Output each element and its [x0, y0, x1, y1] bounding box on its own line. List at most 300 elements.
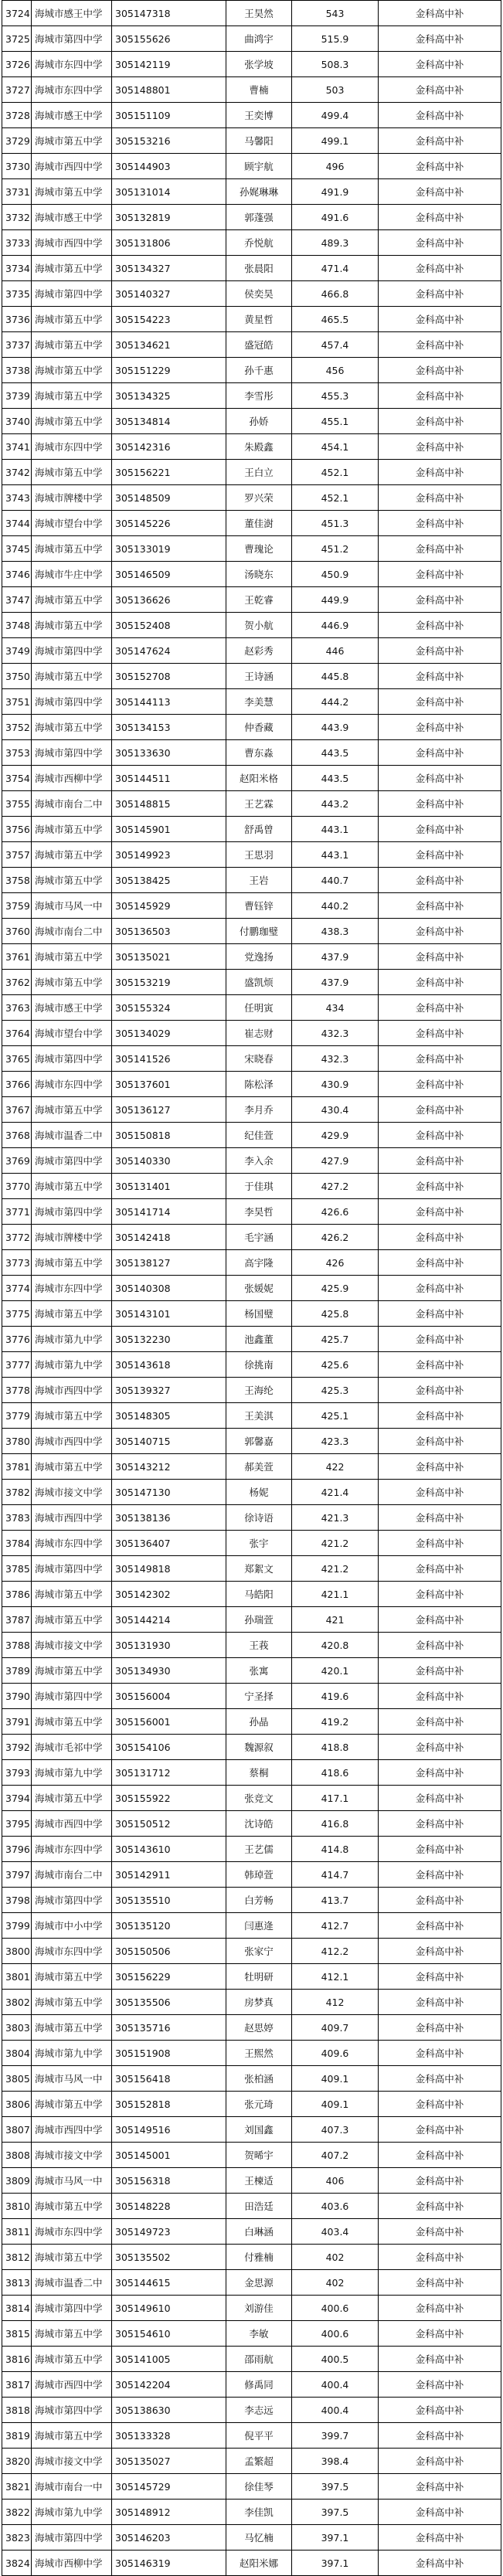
student-id: 305156418 — [112, 2066, 226, 2092]
admission-type: 金科高中补 — [379, 1888, 501, 1913]
table-row — [2, 536, 501, 562]
school-name: 海城市感王中学 — [32, 205, 112, 230]
admission-type: 金科高中补 — [379, 26, 501, 52]
row-number: 3813 — [2, 2270, 32, 2296]
row-number: 3760 — [2, 919, 32, 944]
student-name: 房梦真 — [226, 1990, 292, 2015]
school-name: 海城市第五中学 — [32, 1250, 112, 1276]
school-name: 海城市接文中学 — [32, 1480, 112, 1505]
student-name: 张柏涵 — [226, 2066, 292, 2092]
row-number: 3766 — [2, 1072, 32, 1097]
row-number: 3738 — [2, 358, 32, 383]
student-id: 305144615 — [112, 2270, 226, 2296]
school-name: 海城市第五中学 — [32, 1607, 112, 1633]
score: 543 — [292, 1, 379, 26]
student-name: 李志远 — [226, 2398, 292, 2423]
row-number: 3787 — [2, 1607, 32, 1633]
row-number: 3754 — [2, 766, 32, 791]
student-name: 王海纶 — [226, 1378, 292, 1403]
admission-type: 金科高中补 — [379, 2321, 501, 2347]
table-row — [2, 256, 501, 281]
table-row — [2, 1556, 501, 1582]
row-number: 3744 — [2, 511, 32, 536]
student-id: 305142204 — [112, 2372, 226, 2398]
admission-type: 金科高中补 — [379, 1684, 501, 1709]
row-number: 3761 — [2, 944, 32, 970]
student-id: 305138136 — [112, 1505, 226, 1531]
school-name: 海城市牛庄中学 — [32, 562, 112, 587]
student-id: 305145001 — [112, 2143, 226, 2168]
row-number: 3727 — [2, 77, 32, 103]
table-row — [2, 1072, 501, 1097]
row-number: 3750 — [2, 664, 32, 689]
student-name: 韩琸萱 — [226, 1862, 292, 1888]
row-number: 3818 — [2, 2398, 32, 2423]
school-name: 海城市第四中学 — [32, 2398, 112, 2423]
admission-type: 金科高中补 — [379, 1097, 501, 1123]
student-id: 305134327 — [112, 256, 226, 281]
row-number: 3791 — [2, 1709, 32, 1735]
table-row — [2, 409, 501, 434]
student-name: 徐挑南 — [226, 1352, 292, 1378]
score: 437.9 — [292, 944, 379, 970]
score: 421.4 — [292, 1480, 379, 1505]
student-name: 郝美萱 — [226, 1454, 292, 1480]
score: 499.1 — [292, 128, 379, 154]
student-id: 305131930 — [112, 1633, 226, 1658]
student-id: 305147318 — [112, 1, 226, 26]
score: 466.8 — [292, 281, 379, 307]
student-id: 305155626 — [112, 26, 226, 52]
table-row — [2, 613, 501, 638]
table-row — [2, 1148, 501, 1174]
student-id: 305142302 — [112, 1582, 226, 1607]
admission-type: 金科高中补 — [379, 1250, 501, 1276]
student-name: 任明寅 — [226, 995, 292, 1021]
table-row — [2, 2372, 501, 2398]
school-name: 海城市第五中学 — [32, 1964, 112, 1990]
school-name: 海城市牌楼中学 — [32, 485, 112, 511]
score: 400.6 — [292, 2296, 379, 2321]
score: 409.6 — [292, 2041, 379, 2066]
admission-type: 金科高中补 — [379, 1633, 501, 1658]
row-number: 3809 — [2, 2168, 32, 2194]
school-name: 海城市西四中学 — [32, 1505, 112, 1531]
student-name: 陈松泽 — [226, 1072, 292, 1097]
student-name: 刘游佳 — [226, 2296, 292, 2321]
table-row — [2, 944, 501, 970]
student-name: 孙千惠 — [226, 358, 292, 383]
student-id: 305144903 — [112, 154, 226, 179]
row-number: 3795 — [2, 1811, 32, 1837]
admission-type: 金科高中补 — [379, 2372, 501, 2398]
score: 443.1 — [292, 842, 379, 868]
student-name: 王诗涵 — [226, 664, 292, 689]
table-row — [2, 511, 501, 536]
row-number: 3729 — [2, 128, 32, 154]
table-row — [2, 868, 501, 893]
student-id: 305149516 — [112, 2117, 226, 2143]
school-name: 海城市西四中学 — [32, 1378, 112, 1403]
table-row — [2, 128, 501, 154]
admission-type: 金科高中补 — [379, 1276, 501, 1301]
admission-type: 金科高中补 — [379, 409, 501, 434]
school-name: 海城市第五中学 — [32, 536, 112, 562]
student-name: 马皓阳 — [226, 1582, 292, 1607]
score: 425.7 — [292, 1327, 379, 1352]
school-name: 海城市东四中学 — [32, 1072, 112, 1097]
student-id: 305152818 — [112, 2092, 226, 2117]
table-row — [2, 638, 501, 664]
student-name: 李昊哲 — [226, 1199, 292, 1225]
score: 402 — [292, 2270, 379, 2296]
student-id: 305145901 — [112, 817, 226, 842]
student-name: 张宇 — [226, 1531, 292, 1556]
table-row — [2, 715, 501, 740]
score: 412 — [292, 1990, 379, 2015]
student-id: 305131712 — [112, 1760, 226, 1786]
table-row — [2, 1505, 501, 1531]
school-name: 海城市第四中学 — [32, 1888, 112, 1913]
table-row — [2, 1276, 501, 1301]
row-number: 3763 — [2, 995, 32, 1021]
row-number: 3741 — [2, 434, 32, 460]
admission-type: 金科高中补 — [379, 1709, 501, 1735]
score: 407.2 — [292, 2143, 379, 2168]
row-number: 3793 — [2, 1760, 32, 1786]
school-name: 海城市第九中学 — [32, 2041, 112, 2066]
school-name: 海城市第四中学 — [32, 1556, 112, 1582]
row-number: 3812 — [2, 2245, 32, 2270]
student-id: 305154106 — [112, 1735, 226, 1760]
score: 413.7 — [292, 1888, 379, 1913]
admission-type: 金科高中补 — [379, 1199, 501, 1225]
student-name: 盛冠皓 — [226, 332, 292, 358]
student-name: 曹东淼 — [226, 740, 292, 766]
admission-type: 金科高中补 — [379, 2245, 501, 2270]
student-name: 宋晓春 — [226, 1046, 292, 1072]
student-name: 杨妮 — [226, 1480, 292, 1505]
row-number: 3800 — [2, 1939, 32, 1964]
row-number: 3771 — [2, 1199, 32, 1225]
table-row — [2, 434, 501, 460]
student-name: 顾宇航 — [226, 154, 292, 179]
school-name: 海城市东四中学 — [32, 1837, 112, 1862]
table-row — [2, 689, 501, 715]
student-name: 赵彩秀 — [226, 638, 292, 664]
school-name: 海城市温香二中 — [32, 2270, 112, 2296]
student-name: 郭蓬强 — [226, 205, 292, 230]
table-row — [2, 2092, 501, 2117]
admission-type: 金科高中补 — [379, 179, 501, 205]
score: 418.8 — [292, 1735, 379, 1760]
school-name: 海城市西柳中学 — [32, 766, 112, 791]
table-row — [2, 664, 501, 689]
table-row — [2, 1301, 501, 1327]
student-name: 盛凯烦 — [226, 970, 292, 995]
school-name: 海城市第四中学 — [32, 26, 112, 52]
table-row — [2, 2347, 501, 2372]
table-row — [2, 2474, 501, 2500]
row-number: 3758 — [2, 868, 32, 893]
student-id: 305135510 — [112, 1888, 226, 1913]
admission-type: 金科高中补 — [379, 1123, 501, 1148]
table-row — [2, 103, 501, 128]
row-number: 3769 — [2, 1148, 32, 1174]
school-name: 海城市马风一中 — [32, 2168, 112, 2194]
student-name: 李月乔 — [226, 1097, 292, 1123]
student-name: 蔡桐 — [226, 1760, 292, 1786]
row-number: 3765 — [2, 1046, 32, 1072]
score: 418.6 — [292, 1760, 379, 1786]
student-name: 李佳凯 — [226, 2500, 292, 2525]
row-number: 3773 — [2, 1250, 32, 1276]
student-id: 305132819 — [112, 205, 226, 230]
row-number: 3806 — [2, 2092, 32, 2117]
student-id: 305150818 — [112, 1123, 226, 1148]
student-id: 305134325 — [112, 383, 226, 409]
school-name: 海城市温香二中 — [32, 1123, 112, 1148]
school-name: 海城市第五中学 — [32, 613, 112, 638]
table-row — [2, 1990, 501, 2015]
table-row — [2, 2194, 501, 2219]
student-id: 305136407 — [112, 1531, 226, 1556]
table-row — [2, 2500, 501, 2525]
row-number: 3810 — [2, 2194, 32, 2219]
admission-type: 金科高中补 — [379, 332, 501, 358]
score: 403.6 — [292, 2194, 379, 2219]
school-name: 海城市第五中学 — [32, 332, 112, 358]
student-name: 汤晓东 — [226, 562, 292, 587]
score: 465.5 — [292, 307, 379, 332]
school-name: 海城市东四中学 — [32, 52, 112, 77]
student-name: 高宇隆 — [226, 1250, 292, 1276]
school-name: 海城市南台二中 — [32, 791, 112, 817]
row-number: 3755 — [2, 791, 32, 817]
score: 437.9 — [292, 970, 379, 995]
school-name: 海城市东四中学 — [32, 1939, 112, 1964]
admission-type: 金科高中补 — [379, 2041, 501, 2066]
admission-type: 金科高中补 — [379, 2219, 501, 2245]
school-name: 海城市第四中学 — [32, 2296, 112, 2321]
admission-type: 金科高中补 — [379, 1480, 501, 1505]
admission-type: 金科高中补 — [379, 944, 501, 970]
school-name: 海城市第五中学 — [32, 1658, 112, 1684]
student-name: 郭馨嘉 — [226, 1429, 292, 1454]
school-name: 海城市西四中学 — [32, 2117, 112, 2143]
row-number: 3759 — [2, 893, 32, 919]
score: 432.3 — [292, 1046, 379, 1072]
school-name: 海城市第四中学 — [32, 2525, 112, 2551]
score: 446.9 — [292, 613, 379, 638]
student-id: 305134930 — [112, 1658, 226, 1684]
table-row — [2, 1123, 501, 1148]
student-name: 董佳澍 — [226, 511, 292, 536]
student-id: 305131401 — [112, 1174, 226, 1199]
student-name: 仲香藏 — [226, 715, 292, 740]
admission-type: 金科高中补 — [379, 1939, 501, 1964]
admission-type: 金科高中补 — [379, 2270, 501, 2296]
student-name: 王岩 — [226, 868, 292, 893]
admission-type: 金科高中补 — [379, 1582, 501, 1607]
student-name: 黄星哲 — [226, 307, 292, 332]
score: 503 — [292, 77, 379, 103]
student-name: 赵阳米娜 — [226, 2551, 292, 2576]
student-id: 305133328 — [112, 2423, 226, 2449]
admission-type: 金科高中补 — [379, 2296, 501, 2321]
admission-type: 金科高中补 — [379, 970, 501, 995]
school-name: 海城市东四中学 — [32, 1531, 112, 1556]
score: 423.3 — [292, 1429, 379, 1454]
student-id: 305149723 — [112, 2219, 226, 2245]
admission-type: 金科高中补 — [379, 460, 501, 485]
student-id: 305154223 — [112, 307, 226, 332]
school-name: 海城市第四中学 — [32, 638, 112, 664]
student-id: 305156318 — [112, 2168, 226, 2194]
row-number: 3794 — [2, 1786, 32, 1811]
row-number: 3783 — [2, 1505, 32, 1531]
table-row — [2, 2219, 501, 2245]
row-number: 3752 — [2, 715, 32, 740]
table-row — [2, 2423, 501, 2449]
score: 425.9 — [292, 1276, 379, 1301]
score: 420.1 — [292, 1658, 379, 1684]
admission-type: 金科高中补 — [379, 715, 501, 740]
row-number: 3749 — [2, 638, 32, 664]
school-name: 海城市望台中学 — [32, 511, 112, 536]
row-number: 3796 — [2, 1837, 32, 1862]
admission-type: 金科高中补 — [379, 536, 501, 562]
score: 489.3 — [292, 230, 379, 256]
score: 508.3 — [292, 52, 379, 77]
row-number: 3814 — [2, 2296, 32, 2321]
row-number: 3739 — [2, 383, 32, 409]
school-name: 海城市接文中学 — [32, 1633, 112, 1658]
table-row — [2, 2525, 501, 2551]
student-id: 305150512 — [112, 1811, 226, 1837]
table-row — [2, 1862, 501, 1888]
score: 400.4 — [292, 2398, 379, 2423]
school-name: 海城市第九中学 — [32, 2500, 112, 2525]
row-number: 3799 — [2, 1913, 32, 1939]
admission-type: 金科高中补 — [379, 842, 501, 868]
score: 407.3 — [292, 2117, 379, 2143]
admission-type: 金科高中补 — [379, 281, 501, 307]
table-row — [2, 919, 501, 944]
student-name: 于佳琪 — [226, 1174, 292, 1199]
score: 515.9 — [292, 26, 379, 52]
score: 400.5 — [292, 2347, 379, 2372]
table-row — [2, 1607, 501, 1633]
row-number: 3772 — [2, 1225, 32, 1250]
student-id: 305155324 — [112, 995, 226, 1021]
student-id: 305134153 — [112, 715, 226, 740]
score: 420.8 — [292, 1633, 379, 1658]
student-id: 305135027 — [112, 2449, 226, 2474]
score: 412.7 — [292, 1913, 379, 1939]
table-row — [2, 1837, 501, 1862]
student-name: 沈诗皓 — [226, 1811, 292, 1837]
student-name: 张寓 — [226, 1658, 292, 1684]
school-name: 海城市第五中学 — [32, 1097, 112, 1123]
admission-type: 金科高中补 — [379, 1760, 501, 1786]
admission-type: 金科高中补 — [379, 1531, 501, 1556]
row-number: 3824 — [2, 2551, 32, 2576]
student-name: 王美淇 — [226, 1403, 292, 1429]
admission-type: 金科高中补 — [379, 1327, 501, 1352]
table-row — [2, 1939, 501, 1964]
student-id: 305143212 — [112, 1454, 226, 1480]
admission-type: 金科高中补 — [379, 1556, 501, 1582]
admission-type: 金科高中补 — [379, 2474, 501, 2500]
student-name: 杨国璧 — [226, 1301, 292, 1327]
student-name: 金思源 — [226, 2270, 292, 2296]
student-name: 马馨阳 — [226, 128, 292, 154]
score: 399.7 — [292, 2423, 379, 2449]
row-number: 3731 — [2, 179, 32, 205]
score: 440.2 — [292, 893, 379, 919]
school-name: 海城市第五中学 — [32, 358, 112, 383]
school-name: 海城市第五中学 — [32, 383, 112, 409]
admission-type: 金科高中补 — [379, 2525, 501, 2551]
school-name: 海城市第五中学 — [32, 842, 112, 868]
student-name: 王思羽 — [226, 842, 292, 868]
student-id: 305136626 — [112, 587, 226, 613]
admission-type: 金科高中补 — [379, 868, 501, 893]
student-name: 郑絮文 — [226, 1556, 292, 1582]
row-number: 3779 — [2, 1403, 32, 1429]
score: 443.5 — [292, 740, 379, 766]
row-number: 3732 — [2, 205, 32, 230]
score: 425.3 — [292, 1378, 379, 1403]
student-name: 贺小航 — [226, 613, 292, 638]
row-number: 3788 — [2, 1633, 32, 1658]
admission-type: 金科高中补 — [379, 2551, 501, 2576]
table-row — [2, 460, 501, 485]
student-name: 白琳涵 — [226, 2219, 292, 2245]
student-id: 305144113 — [112, 689, 226, 715]
row-number: 3820 — [2, 2449, 32, 2474]
score: 427.9 — [292, 1148, 379, 1174]
table-row — [2, 1480, 501, 1505]
score: 452.1 — [292, 460, 379, 485]
student-id: 305142316 — [112, 434, 226, 460]
score: 421.1 — [292, 1582, 379, 1607]
admission-type: 金科高中补 — [379, 1607, 501, 1633]
student-name: 牡明研 — [226, 1964, 292, 1990]
student-id: 305154610 — [112, 2321, 226, 2347]
row-number: 3792 — [2, 1735, 32, 1760]
school-name: 海城市感王中学 — [32, 1, 112, 26]
score: 440.7 — [292, 868, 379, 893]
school-name: 海城市第五中学 — [32, 944, 112, 970]
table-row — [2, 1658, 501, 1684]
score: 397.1 — [292, 2551, 379, 2576]
score: 426 — [292, 1250, 379, 1276]
student-id: 305142119 — [112, 52, 226, 77]
row-number: 3797 — [2, 1862, 32, 1888]
student-id: 305135021 — [112, 944, 226, 970]
student-id: 305141526 — [112, 1046, 226, 1072]
row-number: 3808 — [2, 2143, 32, 2168]
student-id: 305156229 — [112, 1964, 226, 1990]
admission-type: 金科高中补 — [379, 766, 501, 791]
row-number: 3821 — [2, 2474, 32, 2500]
admission-type: 金科高中补 — [379, 52, 501, 77]
student-name: 王奕博 — [226, 103, 292, 128]
score: 412.2 — [292, 1939, 379, 1964]
admission-type: 金科高中补 — [379, 1837, 501, 1862]
